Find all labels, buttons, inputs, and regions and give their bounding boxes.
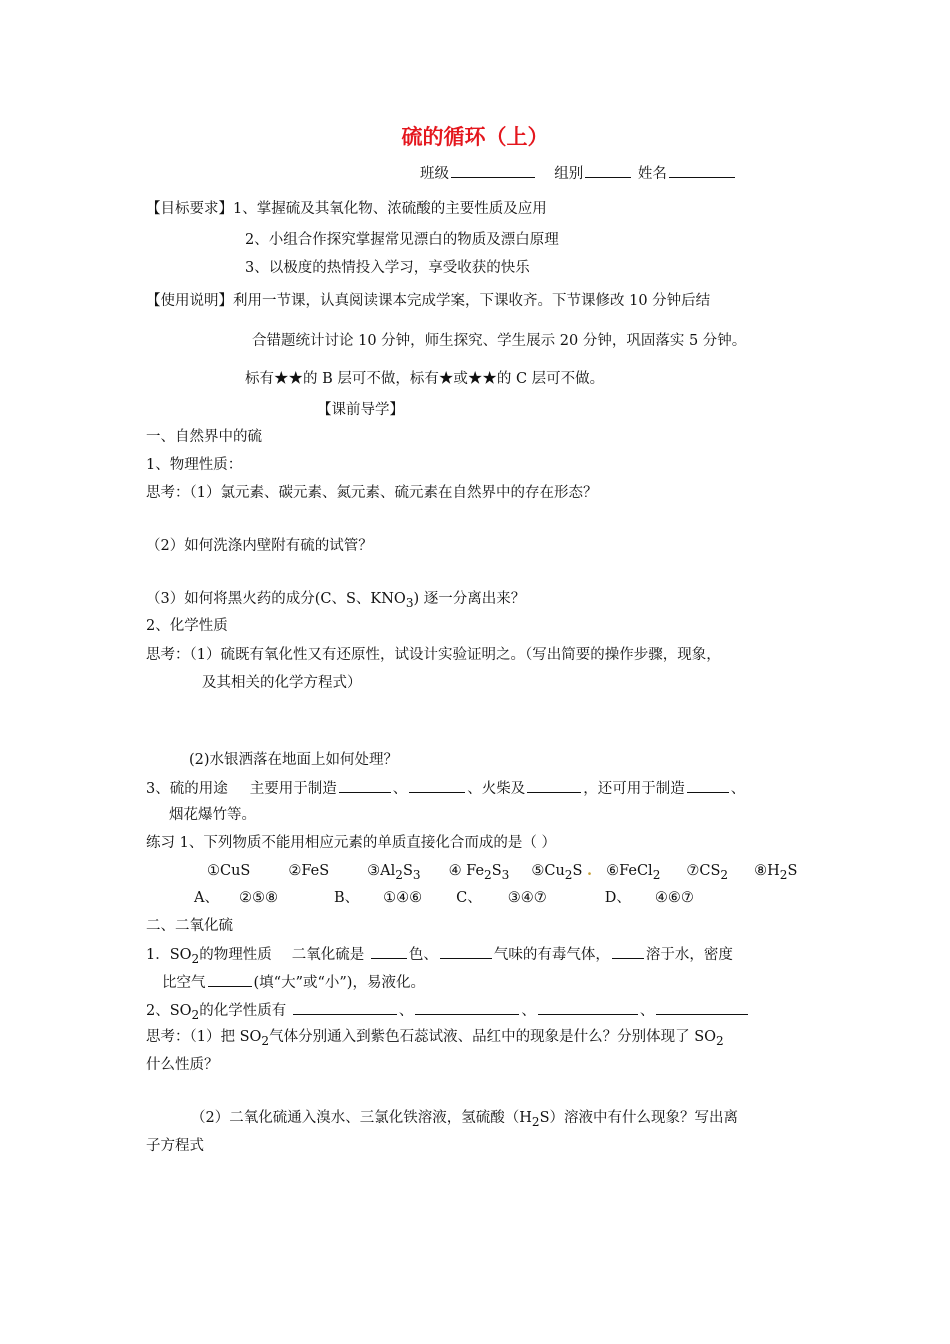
sulfur-uses-line1: 3、硫的用途 主要用于制造 、 、火柴及 ，还可用于制造 、 [146,778,745,799]
option-6: ⑥FeCl$_2$ [606,863,661,882]
so2-think1-sub2: 2 [716,1033,724,1048]
phys-text-c: 二氧化硫是 [291,947,369,963]
so2-think2-sub: 2 [531,1114,540,1129]
option-5: $⑤Cu_2S$ [531,863,583,882]
color-blank[interactable] [371,944,407,959]
think3-text-a: （3）如何将黑火药的成分(C、S、KNO [146,591,406,607]
choice-b-label[interactable]: B、 [333,890,360,906]
usage-text-1: 利用一节课，认真阅读课本完成学案，下课收齐。下节课修改 10 分钟后结 [233,293,711,309]
so2-think2-line2: 子方程式 [146,1138,204,1154]
preview-header: 【课前导学】 [317,402,404,418]
think-question-5: (2)水银洒落在地面上如何处理？ [189,752,399,768]
chem-text-a: 2、SO [146,1003,192,1019]
phys-text-b: 的物理性质 [199,947,272,963]
section1-heading: 一、自然界中的硫 [146,429,262,445]
goal-item-1: 1、掌握硫及其氧化物、浓硫酸的主要性质及应用 [233,201,547,217]
so2-think1-sub1: 2 [261,1033,270,1048]
class-blank[interactable] [451,163,535,178]
exercise-choices [194,888,694,908]
chem-blank-2[interactable] [415,1000,519,1015]
odor-blank[interactable] [440,944,492,959]
group-blank[interactable] [585,163,631,178]
so2-think1-b: 气体分别通入到紫色石蕊试液、品红中的现象是什么？分别体现了 SO [269,1029,717,1045]
so2-think1-line1 [146,1027,724,1051]
student-info-line [420,163,737,184]
option-7: $⑦CS_2$ [686,863,729,882]
phys-text-f: 溶于水，密度 [645,947,733,963]
chemical-properties-heading: 2、化学性质 [146,618,228,634]
group-label: 组别 [554,166,584,182]
so2-physical-line2 [162,972,425,993]
choice-c-label[interactable]: C、 [456,890,482,906]
goals-line-1 [146,199,547,219]
goal-item-2: 2、小组合作探究掌握常见漂白的物质及漂白原理 [245,232,559,248]
option-8: $⑧H_2S$ [754,863,798,882]
think-question-1: 思考：（1）氯元素、碳元素、氮元素、硫元素在自然界中的存在形态？ [146,485,598,501]
choice-d-label[interactable]: D、 [604,890,631,906]
exercise-question: 练习 1、下列物质不能用相应元素的单质直接化合而成的是（ ） [146,835,556,851]
usage-header: 【使用说明】 [146,293,233,309]
exercise-options [207,861,797,885]
physical-properties-heading: 1、物理性质： [146,457,243,473]
section2-heading: 二、二氧化硫 [146,918,233,934]
uses-text-c: 、火柴及 [467,781,526,797]
choice-a-value: ②⑤⑧ [238,890,278,906]
density-blank[interactable] [208,972,252,987]
class-label: 班级 [420,166,449,182]
uses-blank-4[interactable] [687,778,729,793]
choice-a-label[interactable]: A、 [194,890,219,906]
stray-dot: . [587,862,593,879]
uses-blank-2[interactable] [409,778,465,793]
think-question-4-line1: 思考：（1）硫既有氧化性又有还原性，试设计实验证明之。（写出简要的操作步骤，现象， [146,647,721,663]
so2-think2-a: （2）二氧化硫通入溴水、三氯化铁溶液，氢硫酸（H [191,1110,532,1126]
phys-line2-a: 比空气 [162,975,206,991]
phys-line2-b: (填“大”或“小”)，易液化。 [253,975,425,991]
sulfur-uses-line2: 烟花爆竹等。 [169,807,256,823]
choice-d-value: ④⑥⑦ [654,890,694,906]
think3-subscript: 3 [405,595,414,610]
think-question-2: （2）如何洗涤内壁附有硫的试管？ [146,538,373,554]
usage-line-1 [146,291,710,311]
option-1: ①CuS [207,863,251,879]
option-2: ②FeS [288,863,330,879]
chem-sub: 2 [191,1007,200,1022]
so2-think2-b: S）溶液中有什么现象？写出离 [539,1110,738,1126]
think-question-4-line2: 及其相关的化学方程式） [202,675,362,691]
chem-blank-1[interactable] [293,1000,397,1015]
think3-text-b: ) 逐一分离出来？ [413,591,526,607]
name-label: 姓名 [637,166,667,182]
uses-label: 3、硫的用途 [146,781,228,797]
so2-think1-line2: 什么性质？ [146,1057,219,1073]
uses-text-b: 主要用于制造 [249,781,337,797]
phys-text-a: 1．SO [146,947,192,963]
choice-c-value: ③④⑦ [507,890,547,906]
uses-blank-1[interactable] [339,778,391,793]
so2-think2-line1 [191,1108,738,1132]
chem-blank-3[interactable] [538,1000,638,1015]
phys-text-d: 色、 [408,947,438,963]
so2-think1-a: 思考：（1）把 SO [146,1029,262,1045]
page-title: 硫的循环（上） [401,125,549,149]
phys-sub: 2 [191,951,200,966]
usage-line-3: 标有★★的 B 层可不做，标有★或★★的 C 层可不做。 [245,371,605,387]
chem-text-b: 的化学性质有 [199,1003,291,1019]
solubility-blank[interactable] [612,944,644,959]
phys-text-e: 气味的有毒气体， [493,947,610,963]
option-4: ④ $Fe_2S_3$ [448,863,510,882]
so2-physical-line1 [146,944,733,969]
usage-line-2: 合错题统计讨论 10 分钟，师生探究、学生展示 20 分钟，巩固落实 5 分钟。 [252,333,747,349]
chem-blank-4[interactable] [656,1000,748,1015]
option-3: $③Al_2S_3$ [367,863,421,882]
goal-item-3: 3、以极度的热情投入学习，享受收获的快乐 [245,260,530,276]
choice-b-value: ①④⑥ [383,890,423,906]
think-question-3 [146,589,525,613]
uses-text-d: ，还可用于制造 [583,781,685,797]
name-blank[interactable] [669,163,735,178]
so2-chemical-line: 2、$SO_2$的化学性质有 、 、 、 [146,1000,750,1025]
uses-blank-3[interactable] [527,778,581,793]
goals-header: 【目标要求】 [146,201,233,217]
